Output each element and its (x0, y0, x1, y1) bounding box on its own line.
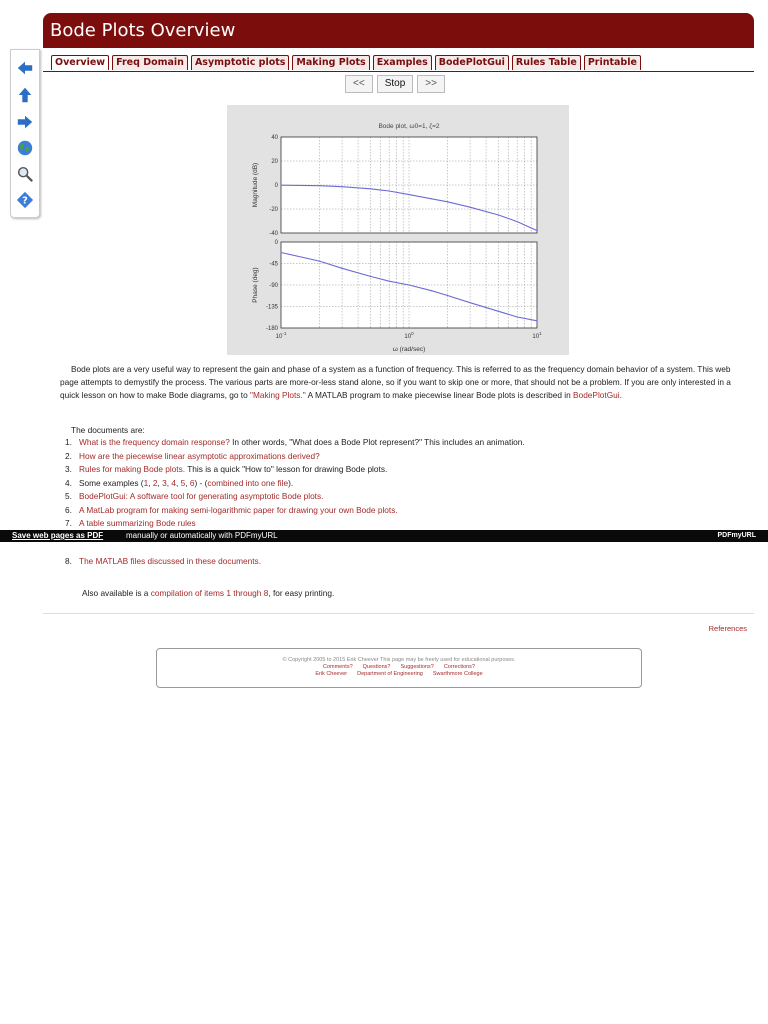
data-point (341, 186, 342, 187)
documents-list (65, 436, 525, 531)
pdfmyurl-logo[interactable]: PDFmyURL (717, 532, 756, 539)
department-link[interactable]: Department of Engineering (357, 671, 423, 677)
references-link[interactable]: References (708, 624, 747, 633)
list-item-text: This is a quick "How to" lesson for drawing Bode plots. (185, 464, 388, 474)
tab-divider (43, 71, 754, 72)
tab-rules-table[interactable]: Rules Table (512, 55, 581, 70)
globe-icon[interactable] (15, 138, 35, 158)
data-point (370, 188, 371, 189)
pdfmyurl-bar (0, 530, 768, 542)
making-plots-link[interactable]: "Making Plots." (250, 390, 306, 400)
data-point (536, 320, 537, 321)
data-point (341, 268, 342, 269)
intro-text-2: A MATLAB program to make piecewise linear Bode plots is described in (305, 390, 574, 400)
tab-asymptotic-plots[interactable]: Asymptotic plots (191, 55, 289, 70)
questions-link[interactable]: Questions? (362, 664, 391, 670)
forward-arrow-icon[interactable] (15, 112, 35, 132)
stop-button[interactable]: Stop (377, 75, 414, 93)
bodeplotgui-tool-link[interactable]: BodePlotGui: A software tool for generating asymptotic Bode plots. (79, 491, 324, 501)
list-item: 4. Some examples (1, 2, 3, 4, 5, 6) - (combined into one file). (65, 477, 525, 491)
data-point (408, 284, 409, 285)
magnifier-icon[interactable] (15, 164, 35, 184)
list-number: 6. (65, 504, 72, 515)
data-point (408, 194, 409, 195)
tab-printable[interactable]: Printable (584, 55, 641, 70)
matlab-files-link[interactable]: The MATLAB files discussed in these documents. (79, 556, 262, 566)
data-point (498, 311, 499, 312)
intro-paragraph (60, 363, 750, 402)
data-point (431, 198, 432, 199)
examples-pre: Some examples ( (79, 477, 144, 488)
list-number: 8. (65, 556, 72, 566)
data-point (498, 214, 499, 215)
x-tick-label: $10^1$ (532, 331, 542, 340)
example-5-link[interactable]: 5 (180, 477, 186, 488)
y-tick-label: -45 (269, 261, 278, 268)
y-tick-label: -180 (265, 326, 278, 333)
list-item (65, 517, 525, 531)
bodeplotgui-link[interactable]: BodePlotGui (573, 390, 620, 400)
tab-making-plots[interactable]: Making Plots (292, 55, 369, 70)
data-point (431, 290, 432, 291)
y-tick-label: 20 (271, 159, 278, 166)
list-number: 5. (65, 491, 72, 501)
tab-bar (51, 55, 641, 70)
examples-post: ). (288, 477, 294, 488)
compilation-note (82, 588, 334, 598)
copyright-text: © Copyright 2005 to 2015 Erik Cheever This page may be freely used for educational purposes. (282, 657, 516, 663)
svg-text:?: ? (22, 195, 28, 207)
y-tick-label: -90 (269, 283, 278, 290)
list-number: 2. (65, 450, 72, 461)
help-icon[interactable] (15, 190, 35, 210)
suggestions-link[interactable]: Suggestions? (400, 664, 434, 670)
data-point (319, 261, 320, 262)
author-link[interactable]: Erik Cheever (315, 671, 348, 677)
list-number: 4. (65, 477, 72, 488)
example-6-link[interactable]: 6 (189, 477, 195, 488)
left-nav-panel (10, 49, 40, 218)
data-point (447, 295, 448, 296)
example-4-link[interactable]: 4 (171, 477, 176, 488)
rules-link[interactable]: Rules for making Bode plots. (79, 464, 186, 474)
data-point (389, 281, 390, 282)
asymptotic-derivation-link[interactable]: How are the piecewise linear asymptotic approximations derived? (79, 450, 320, 461)
up-arrow-icon[interactable] (15, 85, 35, 105)
data-point (280, 252, 281, 253)
example-3-link[interactable]: 3 (162, 477, 167, 488)
semilog-paper-link[interactable]: A MatLab program for making semi-logarithmic paper for drawing your own Bode plots. (79, 504, 398, 515)
slideshow-controls (345, 75, 445, 93)
chart-title: Bode plot, ω0=1, ζ=2 (378, 123, 440, 130)
x-tick-label: $10^0$ (404, 331, 414, 340)
intro-text-3: . (619, 390, 622, 400)
back-arrow-icon[interactable] (15, 58, 35, 78)
x-tick-label: $10^{-1}$ (275, 331, 287, 340)
list-item-text: In other words, "What does a Bode Plot represent?" This includes an animation. (229, 437, 525, 447)
data-point (280, 185, 281, 186)
intro-text-1: Bode plots are a very useful way to represent the gain and phase of a system as a function of frequency. This is referred to as the frequency domain behavior of a system. This web page attempts to demystify the process. The various parts are more-or-less stand alone, so if you want to skip one or more, that should not be a problem. If you are only interested in a quick lesson on how to make Bode diagrams, go to (60, 364, 731, 400)
list-item (65, 556, 261, 566)
footer-box (156, 648, 642, 688)
rules-table-link[interactable]: A table summarizing Bode rules (79, 518, 196, 528)
college-link[interactable]: Swarthmore College (432, 671, 483, 677)
save-pdf-link[interactable]: Save web pages as PDF (12, 531, 104, 540)
y-tick-label: 0 (274, 183, 278, 190)
bode-plot-svg (227, 105, 569, 355)
examples-mid: ) - ( (194, 477, 208, 488)
feedback-links (157, 664, 641, 670)
bode-plot-figure (227, 105, 569, 355)
tab-bodeplotgui[interactable]: BodePlotGui (435, 55, 509, 70)
list-number: 3. (65, 464, 72, 474)
y-tick-label: -40 (269, 231, 278, 238)
pdf-bar-text: manually or automatically with PDFmyURL (126, 531, 278, 540)
list-item (65, 504, 525, 518)
example-2-link[interactable]: 2 (152, 477, 158, 488)
y-tick-label: 0 (274, 240, 278, 247)
page-title: Bode Plots Overview (50, 20, 236, 41)
frequency-response-link[interactable]: What is the frequency domain response? (79, 437, 230, 447)
author-links (157, 671, 641, 677)
tab-overview[interactable]: Overview (51, 55, 109, 70)
list-number: 7. (65, 518, 72, 528)
data-point (536, 230, 537, 231)
y-axis-label: Phase (deg) (252, 267, 259, 303)
data-point (447, 201, 448, 202)
also-pre: Also available is a (82, 588, 151, 598)
next-button[interactable]: >> (417, 75, 445, 93)
data-point (469, 207, 470, 208)
data-point (517, 221, 518, 222)
data-point (517, 316, 518, 317)
examples-combined-link[interactable]: combined into one file (207, 477, 289, 488)
example-1-link[interactable]: 1 (143, 477, 149, 488)
data-point (370, 276, 371, 277)
data-point (389, 190, 390, 191)
comments-link[interactable]: Comments? (322, 664, 353, 670)
compilation-link[interactable]: compilation of items 1 through 8 (150, 588, 269, 598)
list-item (65, 463, 525, 477)
data-point (469, 302, 470, 303)
list-item (65, 490, 525, 504)
previous-button[interactable]: << (345, 75, 373, 93)
y-axis-label: Magnitude (dB) (252, 162, 259, 208)
documents-heading: The documents are: (71, 425, 145, 435)
list-item (65, 436, 525, 450)
tab-examples[interactable]: Examples (373, 55, 432, 70)
tab-freq-domain[interactable]: Freq Domain (112, 55, 188, 70)
also-post: , for easy printing. (268, 588, 335, 598)
list-item (65, 450, 525, 464)
list-number: 1. (65, 437, 72, 447)
divider (43, 613, 754, 614)
y-tick-label: -20 (269, 207, 278, 214)
y-tick-label: -135 (265, 304, 278, 311)
corrections-link[interactable]: Corrections? (443, 664, 475, 670)
data-point (319, 185, 320, 186)
x-axis-label: ω (rad/sec) (392, 346, 426, 353)
y-tick-label: 40 (271, 135, 278, 142)
title-bar (43, 13, 754, 48)
